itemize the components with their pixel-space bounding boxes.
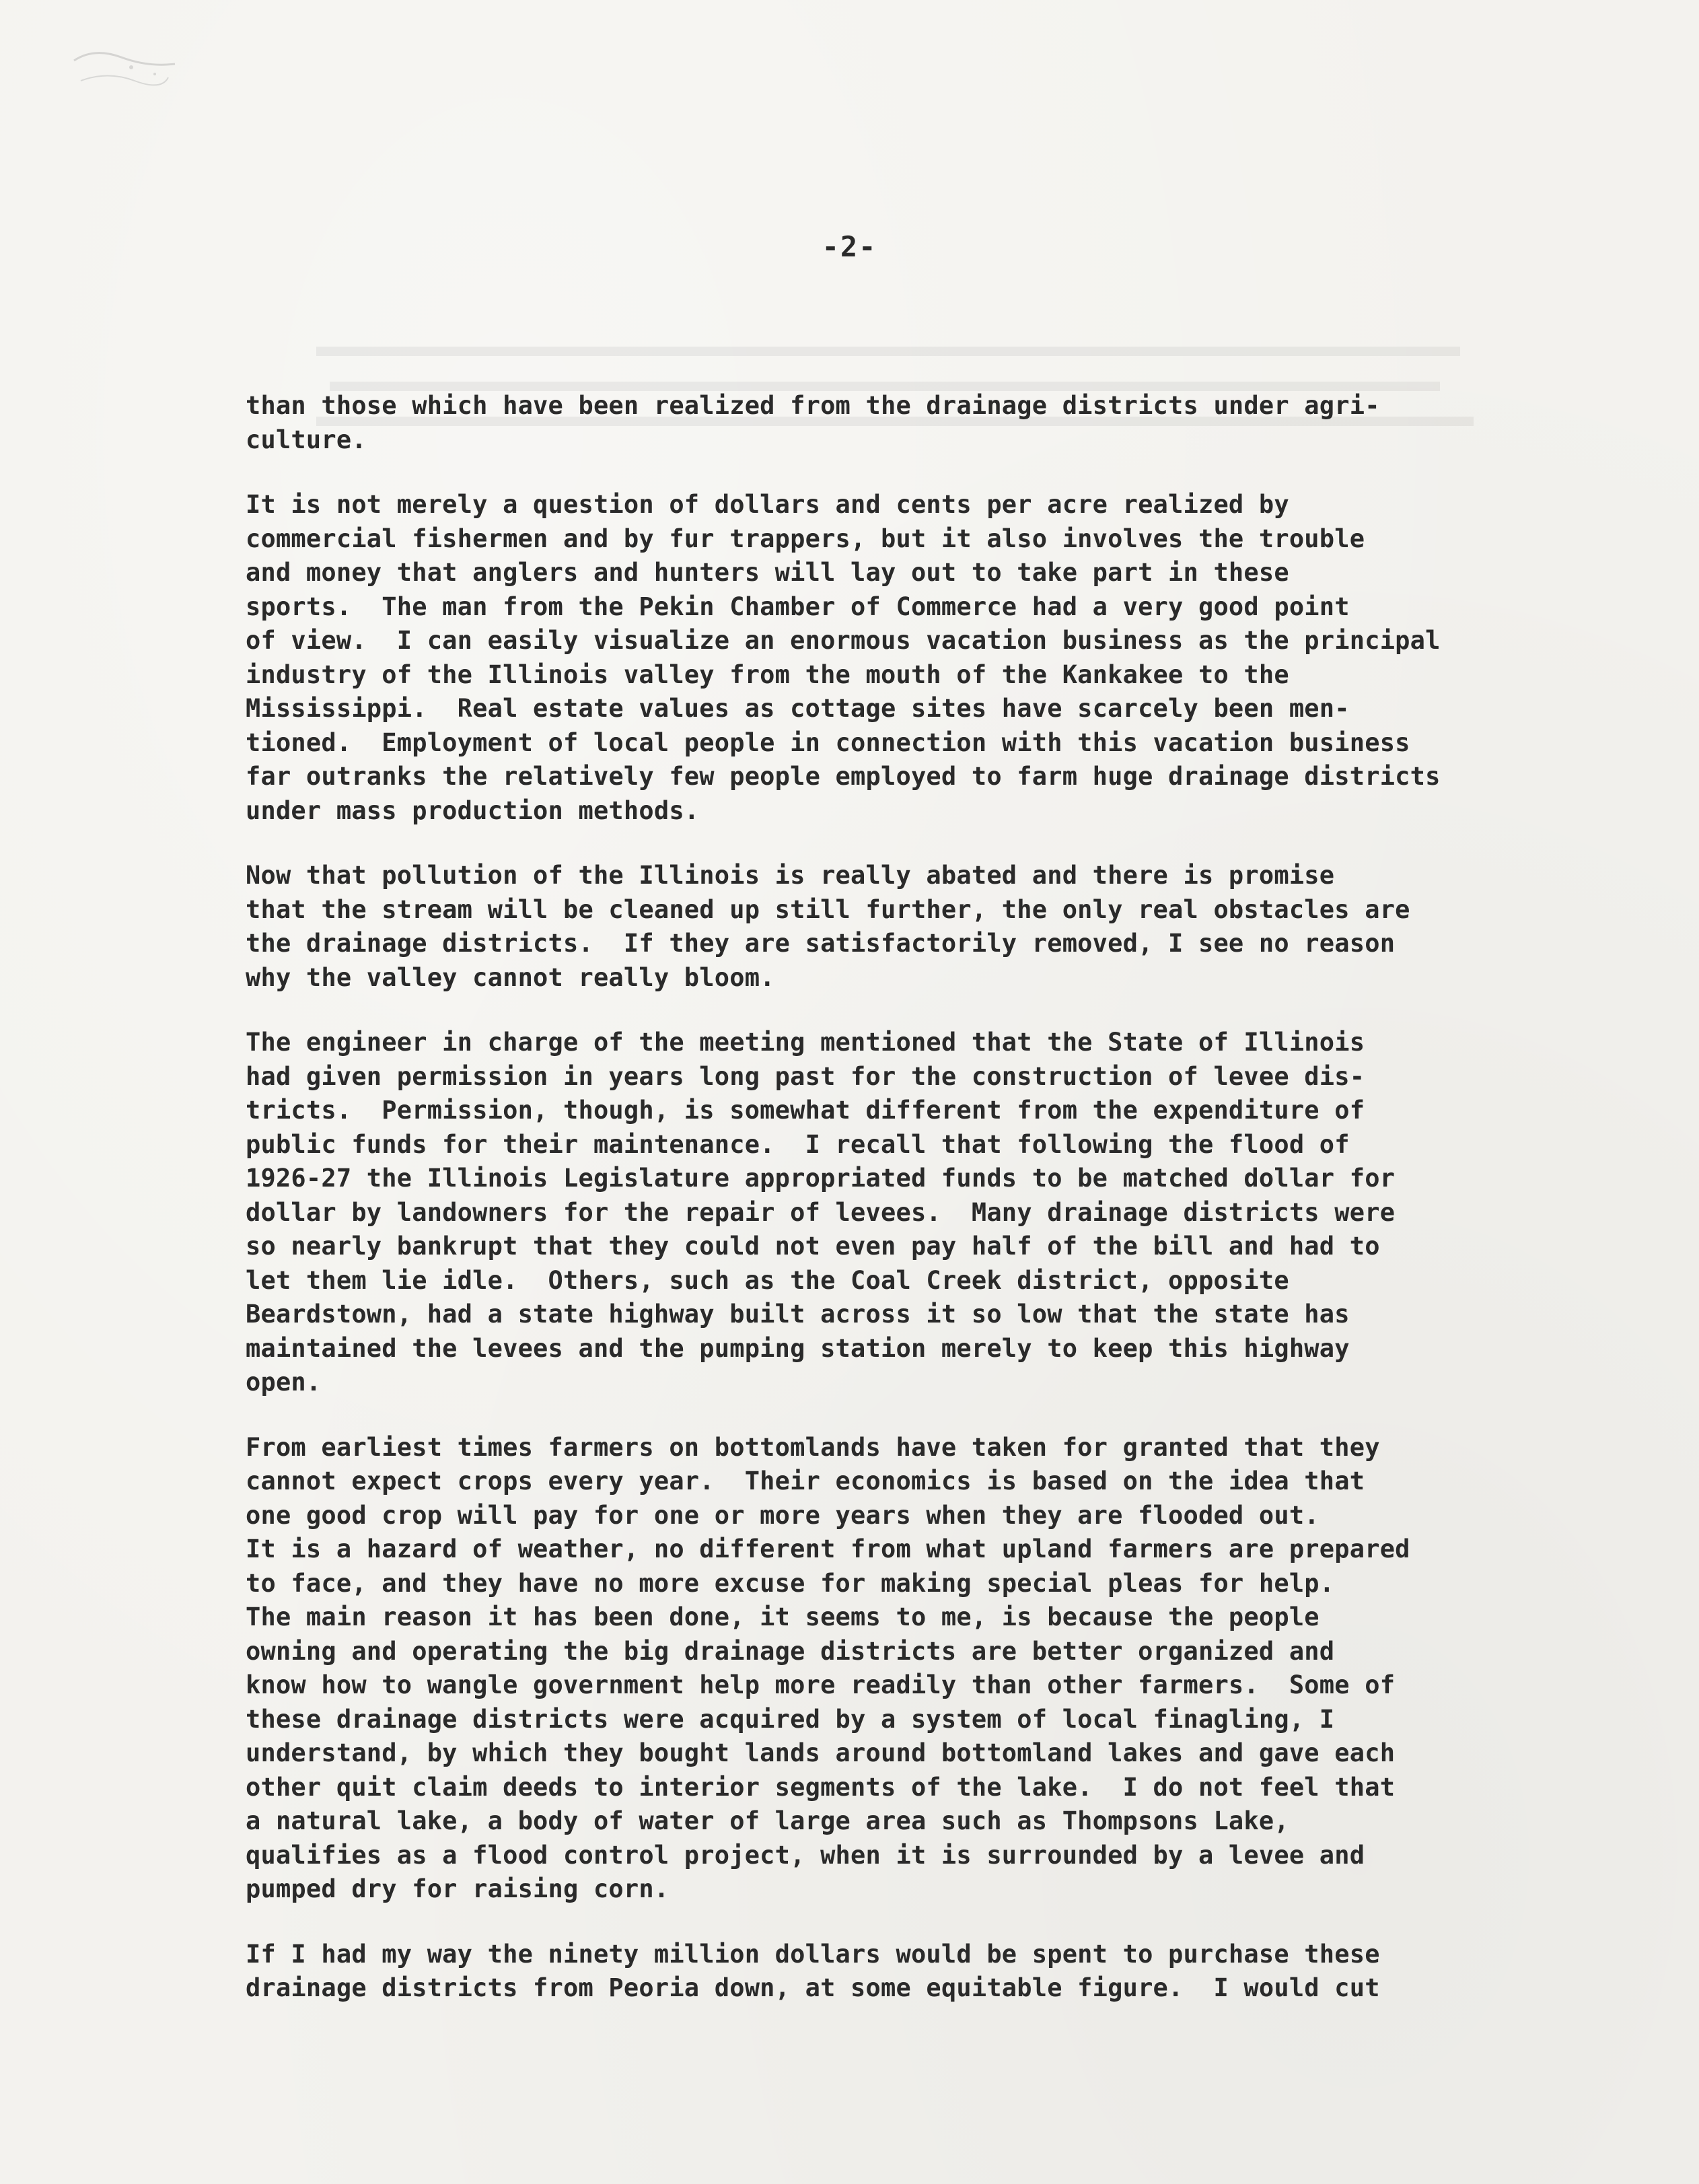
text-line: dollar by landowners for the repair of levees. Many drainage districts were <box>246 1197 1396 1227</box>
text-line: sports. The man from the Pekin Chamber of Commerce had a very good point <box>246 592 1350 621</box>
text-line: owning and operating the big drainage districts are better organized and <box>246 1636 1335 1666</box>
text-line: culture. <box>246 425 367 454</box>
text-line: understand, by which they bought lands around bottomland lakes and gave each <box>246 1738 1396 1767</box>
text-line: tricts. Permission, though, is somewhat different from the expenditure of <box>246 1096 1365 1125</box>
text-line: commercial fishermen and by fur trappers, but it also involves the trouble <box>246 524 1365 553</box>
text-line: industry of the Illinois valley from the mouth of the Kankakee to the <box>246 660 1289 689</box>
text-line: a natural lake, a body of water of large area such as Thompsons Lake, <box>246 1806 1289 1835</box>
text-line: other quit claim deeds to interior segments of the lake. I do not feel that <box>246 1772 1396 1802</box>
text-line: so nearly bankrupt that they could not even pay half of the bill and had to <box>246 1232 1380 1261</box>
paragraph <box>246 859 1585 995</box>
text-line: 1926-27 the Illinois Legislature appropriated funds to be matched dollar for <box>246 1164 1396 1193</box>
text-line: qualifies as a flood control project, when it is surrounded by a levee and <box>246 1840 1365 1870</box>
page-number: -2- <box>822 230 877 263</box>
text-line: and money that anglers and hunters will lay out to take part in these <box>246 558 1289 587</box>
embossed-mark <box>67 40 182 101</box>
text-line: that the stream will be cleaned up still further, the only real obstacles are <box>246 894 1410 924</box>
text-line: far outranks the relatively few people employed to farm huge drainage districts <box>246 762 1441 791</box>
text-line: had given permission in years long past for the construction of levee dis- <box>246 1061 1365 1091</box>
text-line: The main reason it has been done, it seems to me, is because the people <box>246 1602 1320 1631</box>
text-line: open. <box>246 1368 322 1397</box>
paragraph <box>246 1938 1585 2006</box>
text-line: the drainage districts. If they are satisfactorily removed, I see no reason <box>246 929 1396 958</box>
text-line: drainage districts from Peoria down, at some equitable figure. I would cut <box>246 1973 1380 2002</box>
text-line: The engineer in charge of the meeting mentioned that the State of Illinois <box>246 1028 1365 1057</box>
paragraph <box>246 389 1585 457</box>
paragraph <box>246 1026 1585 1400</box>
letter-body <box>246 389 1585 2037</box>
text-line: If I had my way the ninety million dollars would be spent to purchase these <box>246 1939 1380 1969</box>
text-line: tioned. Employment of local people in connection with this vacation business <box>246 728 1410 757</box>
text-line: Mississippi. Real estate values as cottage sites have scarcely been men- <box>246 694 1350 723</box>
text-line: Now that pollution of the Illinois is really abated and there is promise <box>246 861 1335 890</box>
paragraph <box>246 1431 1585 1907</box>
text-line: It is a hazard of weather, no different from what upland farmers are prepared <box>246 1535 1410 1563</box>
paragraph <box>246 488 1585 828</box>
text-line: under mass production methods. <box>246 796 700 825</box>
text-line: one good crop will pay for one or more years when they are flooded out. <box>246 1500 1320 1530</box>
text-line: From earliest times farmers on bottomlands have taken for granted that they <box>246 1432 1380 1462</box>
text-line: Beardstown, had a state highway built across it so low that the state has <box>246 1300 1350 1329</box>
text-line: let them lie idle. Others, such as the Coal Creek district, opposite <box>246 1265 1289 1295</box>
text-line: why the valley cannot really bloom. <box>246 962 775 992</box>
text-line: cannot expect crops every year. Their economics is based on the idea that <box>246 1467 1365 1495</box>
text-line: these drainage districts were acquired by a system of local finagling, I <box>246 1704 1335 1734</box>
text-line: of view. I can easily visualize an enormous vacation business as the principal <box>246 626 1441 655</box>
text-line: than those which have been realized from the drainage districts under agri- <box>246 391 1380 420</box>
text-line: maintained the levees and the pumping station merely to keep this highway <box>246 1333 1350 1363</box>
text-line: know how to wangle government help more readily than other farmers. Some of <box>246 1670 1396 1699</box>
text-line: to face, and they have no more excuse for making special pleas for help. <box>246 1568 1335 1598</box>
text-line: pumped dry for raising corn. <box>246 1874 670 1903</box>
text-line: public funds for their maintenance. I recall that following the flood of <box>246 1129 1350 1159</box>
text-line: It is not merely a question of dollars and cents per acre realized by <box>246 490 1289 519</box>
